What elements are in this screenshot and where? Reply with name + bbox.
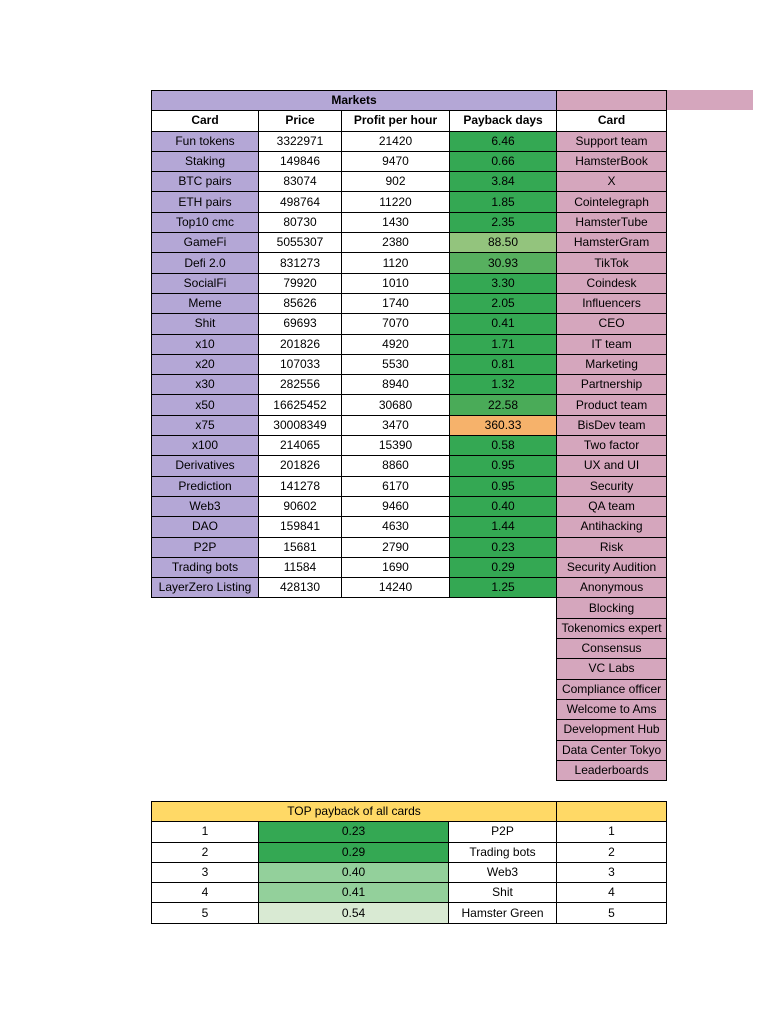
table-row — [152, 557, 667, 577]
market-card-cell: SocialFi — [152, 273, 259, 293]
table-row — [152, 822, 667, 842]
col-header-right-card: Card — [557, 111, 667, 131]
price-cell: 201826 — [259, 456, 342, 476]
right-card-cell: Leaderboards — [557, 760, 667, 780]
right-card-cell: UX and UI — [557, 456, 667, 476]
right-card-cell: Risk — [557, 537, 667, 557]
profit-cell: 1120 — [342, 253, 450, 273]
right-card-cell: Influencers — [557, 293, 667, 313]
rank-right-cell: 4 — [557, 883, 667, 903]
pink-header-extension — [666, 90, 753, 110]
price-cell: 85626 — [259, 293, 342, 313]
table-row — [152, 172, 667, 192]
market-card-cell: x10 — [152, 334, 259, 354]
top-payback-title-right — [557, 802, 667, 822]
payback-cell: 0.95 — [450, 476, 557, 496]
payback-cell: 1.44 — [450, 517, 557, 537]
profit-cell: 30680 — [342, 395, 450, 415]
table-row — [152, 293, 667, 313]
profit-cell: 1010 — [342, 273, 450, 293]
table-row — [152, 375, 667, 395]
profit-cell: 9470 — [342, 151, 450, 171]
market-card-cell: Web3 — [152, 496, 259, 516]
right-card-cell: Tokenomics expert — [557, 618, 667, 638]
right-card-cell: Security Audition — [557, 557, 667, 577]
empty-cell — [152, 760, 557, 780]
payback-cell: 0.81 — [450, 354, 557, 374]
table-row — [152, 496, 667, 516]
market-card-cell: x30 — [152, 375, 259, 395]
col-header-card: Card — [152, 111, 259, 131]
table-row — [152, 639, 667, 659]
right-card-cell: IT team — [557, 334, 667, 354]
profit-cell: 902 — [342, 172, 450, 192]
profit-cell: 4920 — [342, 334, 450, 354]
table-row — [152, 456, 667, 476]
market-card-cell: Staking — [152, 151, 259, 171]
profit-cell: 5530 — [342, 354, 450, 374]
price-cell: 79920 — [259, 273, 342, 293]
empty-cell — [152, 598, 557, 618]
profit-cell: 1740 — [342, 293, 450, 313]
price-cell: 5055307 — [259, 233, 342, 253]
table-row — [152, 740, 667, 760]
table-row — [152, 537, 667, 557]
empty-cell — [152, 639, 557, 659]
right-card-cell: Security — [557, 476, 667, 496]
top-payback-value: 0.40 — [259, 862, 449, 882]
payback-cell: 30.93 — [450, 253, 557, 273]
top-payback-value: 0.23 — [259, 822, 449, 842]
right-card-cell: Marketing — [557, 354, 667, 374]
right-card-cell: Development Hub — [557, 720, 667, 740]
profit-cell: 8940 — [342, 375, 450, 395]
table-row — [152, 903, 667, 923]
payback-cell: 0.40 — [450, 496, 557, 516]
payback-cell: 3.84 — [450, 172, 557, 192]
right-card-cell: Support team — [557, 131, 667, 151]
market-card-cell: Prediction — [152, 476, 259, 496]
market-card-cell: Shit — [152, 314, 259, 334]
market-card-cell: x100 — [152, 436, 259, 456]
table-row — [152, 699, 667, 719]
right-card-cell: VC Labs — [557, 659, 667, 679]
price-cell: 3322971 — [259, 131, 342, 151]
top-payback-value: 0.41 — [259, 883, 449, 903]
price-cell: 141278 — [259, 476, 342, 496]
profit-cell: 2790 — [342, 537, 450, 557]
right-card-cell: Coindesk — [557, 273, 667, 293]
right-card-cell: QA team — [557, 496, 667, 516]
payback-cell: 0.95 — [450, 456, 557, 476]
top-payback-title-row — [152, 802, 667, 822]
table-row — [152, 334, 667, 354]
right-card-cell: Antihacking — [557, 517, 667, 537]
table-row — [152, 618, 667, 638]
table-row — [152, 233, 667, 253]
table-row — [152, 151, 667, 171]
right-card-cell: Data Center Tokyo — [557, 740, 667, 760]
payback-cell: 360.33 — [450, 415, 557, 435]
empty-cell — [152, 720, 557, 740]
price-cell: 214065 — [259, 436, 342, 456]
profit-cell: 1690 — [342, 557, 450, 577]
top-payback-title: TOP payback of all cards — [152, 802, 557, 822]
table-row — [152, 415, 667, 435]
right-card-cell: Blocking — [557, 598, 667, 618]
profit-cell: 14240 — [342, 578, 450, 598]
market-card-cell: BTC pairs — [152, 172, 259, 192]
table-row — [152, 862, 667, 882]
empty-cell — [152, 659, 557, 679]
rank-cell: 3 — [152, 862, 259, 882]
price-cell: 69693 — [259, 314, 342, 334]
top-card-name: Shit — [449, 883, 557, 903]
price-cell: 498764 — [259, 192, 342, 212]
top-payback-value: 0.29 — [259, 842, 449, 862]
table-row — [152, 192, 667, 212]
market-card-cell: P2P — [152, 537, 259, 557]
profit-cell: 6170 — [342, 476, 450, 496]
profit-cell: 1430 — [342, 212, 450, 232]
table-row — [152, 578, 667, 598]
right-card-cell: Compliance officer — [557, 679, 667, 699]
markets-title-row — [152, 91, 667, 111]
price-cell: 30008349 — [259, 415, 342, 435]
profit-cell: 2380 — [342, 233, 450, 253]
payback-cell: 2.35 — [450, 212, 557, 232]
price-cell: 149846 — [259, 151, 342, 171]
rank-cell: 5 — [152, 903, 259, 923]
price-cell: 159841 — [259, 517, 342, 537]
payback-cell: 0.29 — [450, 557, 557, 577]
markets-title: Markets — [152, 91, 557, 111]
profit-cell: 7070 — [342, 314, 450, 334]
rank-right-cell: 1 — [557, 822, 667, 842]
price-cell: 80730 — [259, 212, 342, 232]
top-card-name: P2P — [449, 822, 557, 842]
price-cell: 107033 — [259, 354, 342, 374]
right-card-cell: Cointelegraph — [557, 192, 667, 212]
right-card-cell: BisDev team — [557, 415, 667, 435]
market-card-cell: Fun tokens — [152, 131, 259, 151]
table-row — [152, 314, 667, 334]
rank-cell: 4 — [152, 883, 259, 903]
price-cell: 83074 — [259, 172, 342, 192]
payback-cell: 2.05 — [450, 293, 557, 313]
markets-column-headers — [152, 111, 667, 131]
table-row — [152, 883, 667, 903]
market-card-cell: Trading bots — [152, 557, 259, 577]
table-row — [152, 354, 667, 374]
rank-right-cell: 2 — [557, 842, 667, 862]
profit-cell: 15390 — [342, 436, 450, 456]
rank-cell: 2 — [152, 842, 259, 862]
col-header-payback: Payback days — [450, 111, 557, 131]
right-title-cell — [557, 91, 667, 111]
empty-cell — [152, 740, 557, 760]
right-card-cell: TikTok — [557, 253, 667, 273]
table-row — [152, 720, 667, 740]
price-cell: 11584 — [259, 557, 342, 577]
price-cell: 282556 — [259, 375, 342, 395]
table-row — [152, 598, 667, 618]
right-card-cell: CEO — [557, 314, 667, 334]
market-card-cell: x50 — [152, 395, 259, 415]
top-payback-value: 0.54 — [259, 903, 449, 923]
payback-cell: 22.58 — [450, 395, 557, 415]
market-card-cell: ETH pairs — [152, 192, 259, 212]
right-card-cell: HamsterBook — [557, 151, 667, 171]
payback-cell: 0.41 — [450, 314, 557, 334]
table-row — [152, 842, 667, 862]
payback-cell: 1.25 — [450, 578, 557, 598]
profit-cell: 21420 — [342, 131, 450, 151]
payback-cell: 6.46 — [450, 131, 557, 151]
price-cell: 831273 — [259, 253, 342, 273]
col-header-profit: Profit per hour — [342, 111, 450, 131]
right-card-cell: HamsterTube — [557, 212, 667, 232]
profit-cell: 11220 — [342, 192, 450, 212]
right-card-cell: Partnership — [557, 375, 667, 395]
empty-cell — [152, 699, 557, 719]
market-card-cell: Defi 2.0 — [152, 253, 259, 273]
top-card-name: Trading bots — [449, 842, 557, 862]
market-card-cell: LayerZero Listing — [152, 578, 259, 598]
price-cell: 90602 — [259, 496, 342, 516]
right-card-cell: HamsterGram — [557, 233, 667, 253]
top-payback-table — [151, 801, 667, 924]
rank-right-cell: 3 — [557, 862, 667, 882]
rank-cell: 1 — [152, 822, 259, 842]
price-cell: 16625452 — [259, 395, 342, 415]
payback-cell: 0.58 — [450, 436, 557, 456]
market-card-cell: Top10 cmc — [152, 212, 259, 232]
table-row — [152, 679, 667, 699]
table-row — [152, 760, 667, 780]
market-card-cell: GameFi — [152, 233, 259, 253]
payback-cell: 88.50 — [450, 233, 557, 253]
price-cell: 201826 — [259, 334, 342, 354]
markets-table — [151, 90, 667, 781]
payback-cell: 0.23 — [450, 537, 557, 557]
table-row — [152, 659, 667, 679]
empty-cell — [152, 618, 557, 638]
right-card-cell: Product team — [557, 395, 667, 415]
table-row — [152, 476, 667, 496]
rank-right-cell: 5 — [557, 903, 667, 923]
right-card-cell: Two factor — [557, 436, 667, 456]
table-row — [152, 212, 667, 232]
market-card-cell: Derivatives — [152, 456, 259, 476]
price-cell: 428130 — [259, 578, 342, 598]
payback-cell: 0.66 — [450, 151, 557, 171]
table-row — [152, 436, 667, 456]
market-card-cell: Meme — [152, 293, 259, 313]
right-card-cell: Anonymous — [557, 578, 667, 598]
profit-cell: 3470 — [342, 415, 450, 435]
top-card-name: Hamster Green — [449, 903, 557, 923]
table-row — [152, 131, 667, 151]
table-row — [152, 253, 667, 273]
right-card-cell: X — [557, 172, 667, 192]
empty-cell — [152, 679, 557, 699]
table-row — [152, 273, 667, 293]
payback-cell: 1.71 — [450, 334, 557, 354]
market-card-cell: x75 — [152, 415, 259, 435]
price-cell: 15681 — [259, 537, 342, 557]
profit-cell: 8860 — [342, 456, 450, 476]
right-card-cell: Consensus — [557, 639, 667, 659]
profit-cell: 4630 — [342, 517, 450, 537]
table-row — [152, 517, 667, 537]
table-row — [152, 395, 667, 415]
col-header-price: Price — [259, 111, 342, 131]
payback-cell: 1.85 — [450, 192, 557, 212]
right-card-cell: Welcome to Ams — [557, 699, 667, 719]
profit-cell: 9460 — [342, 496, 450, 516]
top-card-name: Web3 — [449, 862, 557, 882]
payback-cell: 1.32 — [450, 375, 557, 395]
market-card-cell: x20 — [152, 354, 259, 374]
market-card-cell: DAO — [152, 517, 259, 537]
payback-cell: 3.30 — [450, 273, 557, 293]
